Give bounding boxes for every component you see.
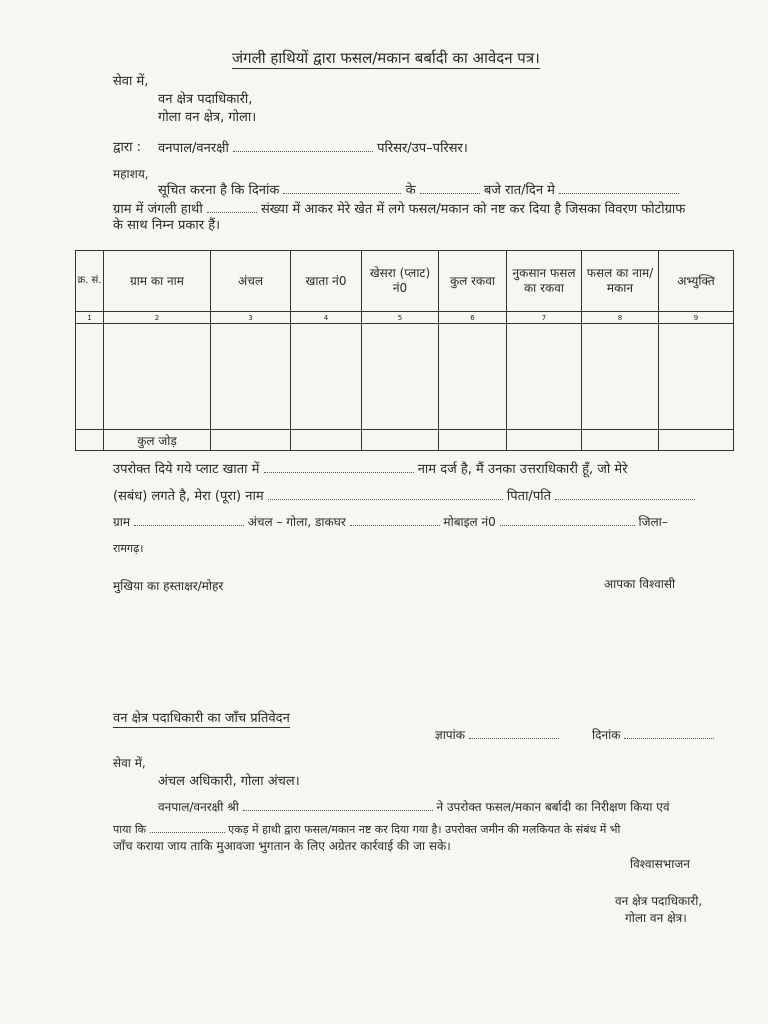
report-date: दिनांक bbox=[592, 728, 714, 743]
salutation: महाशय, bbox=[113, 167, 149, 181]
to-label: सेवा में, bbox=[113, 74, 149, 89]
para-line-3: के साथ निम्न प्रकार हैं। bbox=[113, 218, 221, 233]
table-row bbox=[76, 324, 734, 430]
col-number: 4 bbox=[291, 312, 362, 324]
declaration-line-1: उपरोक्त दिये गये प्लाट खाता में नाम दर्ज है, मैं उनका उत्तराधिकारी हूँ, जो मेरे bbox=[113, 462, 628, 477]
table-cell[interactable] bbox=[439, 430, 507, 451]
acre-blank[interactable] bbox=[150, 822, 225, 833]
father-husband-blank[interactable] bbox=[555, 489, 695, 500]
damage-table bbox=[75, 250, 734, 451]
col-header-circle: अंचल bbox=[211, 251, 291, 312]
table-cell[interactable] bbox=[362, 430, 439, 451]
memo-number-blank[interactable] bbox=[469, 728, 559, 739]
plot-owner-blank[interactable] bbox=[264, 462, 414, 473]
via-label: द्वारा : bbox=[113, 140, 142, 155]
mukhiya-signature-label: मुखिया का हस्ताक्षर/मोहर bbox=[113, 579, 224, 593]
district-name: रामगढ़। bbox=[113, 542, 144, 555]
report-heading: वन क्षेत्र पदाधिकारी का जाँच प्रतिवेदन bbox=[113, 711, 290, 726]
report-line-2: पाया कि एकड़ में हाथी द्वारा फसल/मकान नष्ट कर दिया गया है। उपरोक्त जमीन की मलकियत के संबंध में भी bbox=[113, 823, 621, 836]
declaration-line-3: ग्राम अंचल – गोला, डाकघर मोबाइल नं0 जिला– bbox=[113, 515, 668, 529]
report-line-3: जाँच कराया जाय ताकि मुआवजा भुगतान के लिए अग्रेतर कार्रवाई की जा सके। bbox=[113, 839, 451, 853]
declaration-line-2: (सबंध) लगते है, मेरा (पूरा) नाम पिता/पति bbox=[113, 489, 695, 505]
col-header-village: ग्राम का नाम bbox=[104, 251, 211, 312]
table-cell[interactable] bbox=[76, 324, 104, 430]
col-header-serial: क्र. सं. bbox=[76, 251, 104, 312]
yours-faithfully: आपका विश्वासी bbox=[604, 577, 676, 591]
table-cell[interactable] bbox=[291, 324, 362, 430]
total-row bbox=[76, 430, 734, 451]
table-cell[interactable] bbox=[104, 324, 211, 430]
col-number: 2 bbox=[104, 312, 211, 324]
village-blank[interactable] bbox=[134, 515, 244, 526]
report-to-label: सेवा में, bbox=[113, 756, 146, 770]
report-line-1: वनपाल/वनरक्षी श्री ने उपरोक्त फसल/मकान बर्बादी का निरीक्षण किया एवं bbox=[158, 800, 670, 814]
sign-line-2: गोला वन क्षेत्र। bbox=[625, 911, 687, 925]
via-blank[interactable] bbox=[233, 141, 373, 152]
col-number: 7 bbox=[507, 312, 582, 324]
col-header-total-area: कुल रकवा bbox=[439, 251, 507, 312]
col-header-khata: खाता नं0 bbox=[291, 251, 362, 312]
col-header-damaged-area: नुकसान फसल का रकवा bbox=[507, 251, 582, 312]
guard-name-blank[interactable] bbox=[243, 800, 433, 811]
addressee-line-1: वन क्षेत्र पदाधिकारी, bbox=[158, 92, 253, 107]
col-number: 5 bbox=[362, 312, 439, 324]
table-cell[interactable] bbox=[582, 324, 659, 430]
col-header-crop-name: फसल का नाम/मकान bbox=[582, 251, 659, 312]
post-office-blank[interactable] bbox=[350, 515, 440, 526]
sign-line-1: वन क्षेत्र पदाधिकारी, bbox=[615, 894, 703, 908]
elephant-count-blank[interactable] bbox=[207, 202, 257, 213]
table-cell[interactable] bbox=[211, 430, 291, 451]
table-cell[interactable] bbox=[362, 324, 439, 430]
date-blank[interactable] bbox=[283, 183, 401, 194]
addressee-line-2: गोला वन क्षेत्र, गोला। bbox=[158, 110, 257, 125]
full-name-blank[interactable] bbox=[268, 489, 503, 500]
col-number: 6 bbox=[439, 312, 507, 324]
table-cell[interactable] bbox=[659, 324, 734, 430]
day-night-blank[interactable] bbox=[559, 183, 679, 194]
memo-number: ज्ञापांक bbox=[435, 728, 559, 743]
col-header-khesra: खेसरा (प्लाट) नं0 bbox=[362, 251, 439, 312]
col-number: 8 bbox=[582, 312, 659, 324]
table-cell[interactable] bbox=[439, 324, 507, 430]
table-cell[interactable] bbox=[659, 430, 734, 451]
report-addressee: अंचल अधिकारी, गोला अंचल। bbox=[158, 774, 300, 789]
col-header-remarks: अभ्युक्ति bbox=[659, 251, 734, 312]
table-cell[interactable] bbox=[507, 324, 582, 430]
via-line: वनपाल/वनरक्षी परिसर/उप–परिसर। bbox=[158, 141, 468, 156]
total-label: कुल जोड़ bbox=[104, 430, 211, 451]
col-number: 3 bbox=[211, 312, 291, 324]
col-number: 9 bbox=[659, 312, 734, 324]
col-number: 1 bbox=[76, 312, 104, 324]
table-cell[interactable] bbox=[211, 324, 291, 430]
table-cell[interactable] bbox=[582, 430, 659, 451]
table-cell[interactable] bbox=[291, 430, 362, 451]
regards: विश्वासभाजन bbox=[630, 857, 690, 871]
mobile-blank[interactable] bbox=[500, 515, 635, 526]
time-blank[interactable] bbox=[420, 183, 480, 194]
table-cell[interactable] bbox=[507, 430, 582, 451]
form-title: जंगली हाथियों द्वारा फसल/मकान बर्बादी का आवेदन पत्र। bbox=[232, 49, 540, 67]
report-date-blank[interactable] bbox=[624, 728, 714, 739]
para-line-1: सूचित करना है कि दिनांक के बजे रात/दिन मे bbox=[158, 183, 679, 199]
para-line-2: ग्राम में जंगली हाथी संख्या में आकर मेरे खेत में लगे फसल/मकान को नष्ट कर दिया है जिसका विवरण फोटोग्राफ bbox=[113, 202, 686, 217]
